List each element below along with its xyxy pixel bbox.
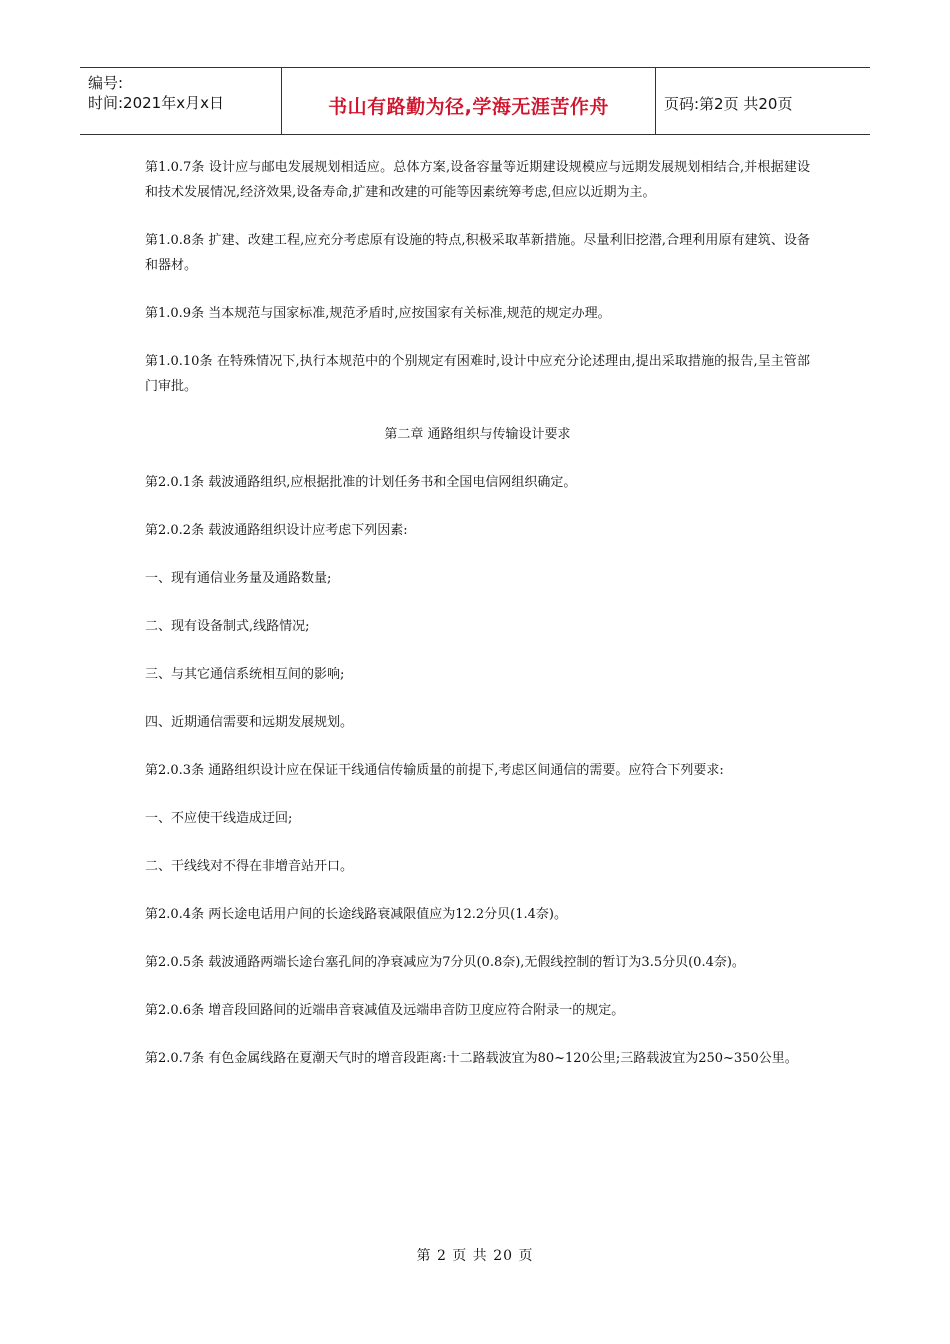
list-item: 三、与其它通信系统相互间的影响; — [145, 667, 345, 682]
header-page-cell — [656, 68, 870, 134]
document-header — [80, 67, 870, 135]
motto: 书山有路勤为径,学海无涯苦作舟 — [328, 96, 609, 118]
page-number-label: 页码:第2页 共20页 — [664, 95, 793, 113]
time-label: 时间:2021年x月x日 — [88, 94, 224, 112]
header-info-cell — [80, 68, 282, 134]
list-item: 四、近期通信需要和远期发展规划。 — [145, 715, 354, 730]
list-item: 一、现有通信业务量及通路数量; — [145, 571, 332, 586]
number-label: 编号: — [88, 74, 124, 92]
list-item: 二、干线线对不得在非增音站开口。 — [145, 859, 354, 874]
paragraph: 第1.0.8条 扩建、改建工程,应充分考虑原有设施的特点,积极采取革新措施。尽量利旧挖潜,合理利用原有建筑、设备和器材。 — [145, 233, 810, 273]
list-item: 一、不应使干线造成迂回; — [145, 811, 293, 826]
paragraph: 第1.0.7条 设计应与邮电发展规划相适应。总体方案,设备容量等近期建设规模应与远期发展规划相结合,并根据建设和技术发展情况,经济效果,设备寿命,扩建和改建的可能等因素统筹考虑,但应以近期为主。 — [145, 160, 810, 200]
header-motto-cell — [282, 68, 656, 134]
paragraph: 第2.0.4条 两长途电话用户间的长途线路衰减限值应为12.2分贝(1.4奈)。 — [145, 907, 567, 922]
paragraph: 第2.0.2条 载波通路组织设计应考虑下列因素: — [145, 523, 408, 538]
paragraph: 第2.0.5条 载波通路两端长途台塞孔间的净衰减应为7分贝(0.8奈),无假线控制的暂订为3.5分贝(0.4奈)。 — [145, 955, 745, 970]
paragraph: 第1.0.9条 当本规范与国家标准,规范矛盾时,应按国家有关标准,规范的规定办理。 — [145, 306, 611, 321]
list-item: 二、现有设备制式,线路情况; — [145, 619, 310, 634]
paragraph: 第2.0.3条 通路组织设计应在保证干线通信传输质量的前提下,考虑区间通信的需要。应符合下列要求: — [145, 763, 724, 778]
chapter-title: 第二章 通路组织与传输设计要求 — [384, 427, 571, 442]
paragraph: 第2.0.1条 载波通路组织,应根据批准的计划任务书和全国电信网组织确定。 — [145, 475, 577, 490]
paragraph: 第2.0.7条 有色金属线路在夏潮天气时的增音段距离:十二路载波宜为80~120公里;三路载波宜为250~350公里。 — [145, 1051, 798, 1066]
page-footer: 第 2 页 共 20 页 — [416, 1248, 534, 1264]
document-body — [145, 155, 810, 1094]
paragraph: 第2.0.6条 增音段回路间的近端串音衰减值及远端串音防卫度应符合附录一的规定。 — [145, 1003, 625, 1018]
paragraph: 第1.0.10条 在特殊情况下,执行本规范中的个别规定有困难时,设计中应充分论述理由,提出采取措施的报告,呈主管部门审批。 — [145, 354, 810, 394]
